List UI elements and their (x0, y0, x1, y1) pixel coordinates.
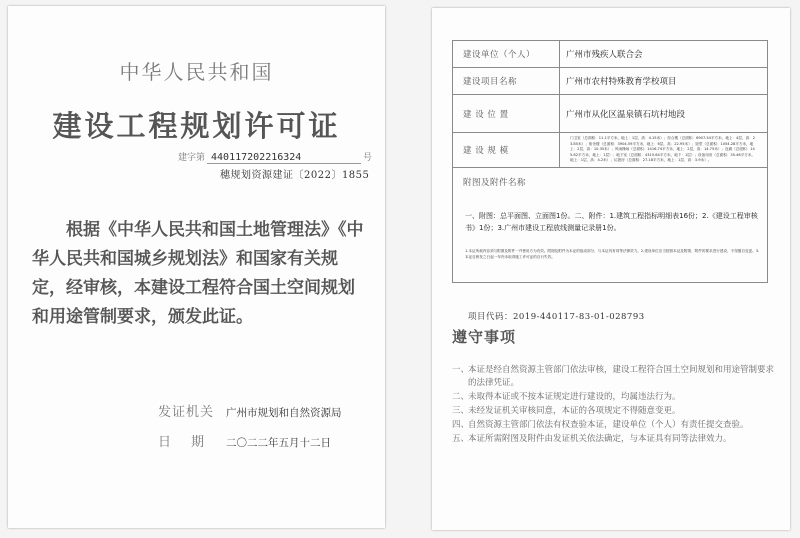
certificate-back-page (432, 8, 790, 530)
table-row (453, 95, 768, 133)
note-number: 五、 (452, 434, 470, 444)
country-name: 中华人民共和国 (119, 60, 274, 84)
attachments-note: 1.本证所载内容须与附图及附件一并使用方为有效。附图及附件为本证的组成部分，与本证具有同等法律效力。2.建设单位应当按照本证及附图、附件的要求进行建设，不得擅自变更。3.本证自核发之日起一年内未取得施工许可证的自行失效。 (465, 249, 760, 259)
issuer-label: 发证机关 (158, 405, 215, 420)
row-value: 广州市农村特殊教育学校项目 (560, 68, 768, 95)
table-row (453, 41, 768, 68)
date-row (158, 431, 331, 450)
row-key: 建 设 位 置 (453, 95, 560, 133)
note-text: 本证是经自然资源主管部门依法审核，建设工程符合国土空间规划和用途管制要求的法律凭证。 (468, 365, 775, 388)
issuer-value: 广州市规划和自然资源局 (226, 407, 342, 419)
list-item (452, 391, 774, 404)
date-value: 二〇二二年五月十二日 (226, 437, 331, 449)
list-item (452, 419, 774, 432)
attachments-label: 附图及附件名称 (463, 178, 527, 188)
certificate-number: 440117202216324 (207, 152, 361, 164)
row-value: 广州市从化区温泉镇石坑村地段 (560, 95, 768, 133)
certificate-front-page (8, 6, 385, 528)
list-item (452, 433, 774, 446)
row-value: 广州市残疾人联合会 (560, 41, 768, 68)
issuer-row (158, 401, 342, 420)
certificate-reference: 穗规划资源建证〔2022〕1855 (220, 170, 370, 181)
attachments-cell (453, 168, 768, 283)
note-text: 本证所需附图及附件由发证机关依法确定，与本证具有同等法律效力。 (468, 434, 732, 444)
row-key: 建设单位（个人） (453, 41, 560, 68)
certificate-number-suffix: 号 (363, 153, 373, 163)
scale-key: 建 设 规 模 (453, 133, 560, 168)
note-number: 二、 (452, 392, 470, 402)
note-number: 三、 (452, 406, 470, 416)
project-info-table (452, 40, 768, 283)
row-key: 建设项目名称 (453, 68, 560, 95)
list-item (452, 405, 774, 418)
certificate-number-row (178, 150, 372, 164)
note-text: 未经发证机关审核同意，本证的各项规定不得随意变更。 (468, 406, 681, 416)
date-label: 日期 (158, 435, 225, 450)
table-row (453, 68, 768, 95)
attachments-text: 一、附图：总平面图、立面图1份。二、附件：1.建筑工程指标明细表16份；2.《建设工程审核书》1份；3.广州市建设工程放线测量记录册1份。 (465, 212, 758, 232)
note-text: 未取得本证或不按本证规定进行建设的，均属违法行为。 (468, 392, 681, 402)
list-item (452, 364, 774, 390)
note-text: 自然资源主管部门依法有权查验本证，建设单位（个人）有责任提交查验。 (468, 420, 749, 430)
notes-list (452, 364, 774, 447)
certificate-title: 建设工程规划许可证 (52, 109, 341, 143)
scale-cell (560, 133, 768, 168)
note-number: 四、 (452, 420, 470, 430)
table-row (453, 133, 768, 168)
certificate-number-prefix: 建字第 (178, 153, 206, 163)
project-code: 项目代码：2019-440117-83-01-028793 (468, 312, 645, 322)
issuance-basis-text: 根据《中华人民共和国土地管理法》《中华人民共和国城乡规划法》和国家有关规定，经审核，本建设工程符合国土空间规划和用途管制要求，颁发此证。 (32, 220, 364, 327)
notes-title: 遵守事项 (452, 328, 517, 346)
scale-value: 门卫室（总面积：11.1平方米，地上：1层，高：4.15米）；综合楼（总面积：6907.54平方米，地上：4层，高：23.85米）；宿舍楼（总面积：3904.59平方米，地上：6层，高：22.95米）；饭堂（总面积：1054.28平方米，地上：2层，高：10.35米）；风雨操场（总面积：1416.74平方米，地上：2层，高：14.75米）；连廊（总面积：145.82平方米，地上：1层）；地下室（总面积：4315.64平方米，地下：1层）；设备用房（总面积：35.46平方米，地上：1层，高：4.2米）；垃圾房（总面积：27.18平方米，地上：1层，高：3.9米）。 (570, 136, 756, 163)
table-row (453, 168, 768, 283)
note-number: 一、 (452, 365, 470, 375)
